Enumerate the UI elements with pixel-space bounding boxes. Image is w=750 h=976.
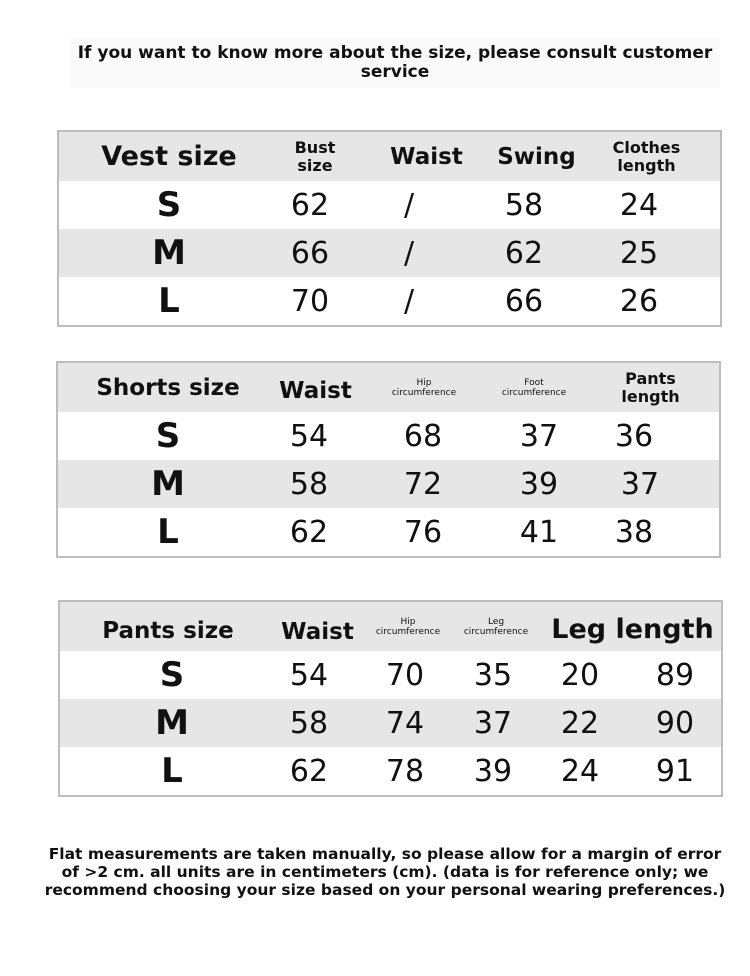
foot-value: 41 xyxy=(519,514,559,550)
size-label: L xyxy=(161,751,183,791)
size-label: L xyxy=(157,512,179,552)
size-label: S xyxy=(159,655,185,695)
clothes-length-value: 24 xyxy=(619,187,659,223)
leg-circumference-value: 39 xyxy=(473,753,513,789)
table-header-row xyxy=(59,132,720,181)
hip-value: 70 xyxy=(385,657,425,693)
hip-value: 76 xyxy=(403,514,443,550)
swing-value: 62 xyxy=(504,235,544,271)
foot-circumference-header: Foot circumference xyxy=(501,377,567,398)
swing-header: Swing xyxy=(497,143,576,170)
table-row xyxy=(60,699,721,747)
leg-length-header: Leg length xyxy=(551,614,714,645)
size-label: M xyxy=(151,464,185,504)
leg-length-value: 91 xyxy=(655,753,695,789)
table-row xyxy=(58,508,719,556)
waist-value: / xyxy=(403,283,415,319)
table-row xyxy=(59,181,720,229)
waist-value: / xyxy=(403,187,415,223)
table-row xyxy=(60,747,721,795)
leg-value: 24 xyxy=(560,753,600,789)
pants-size-header: Pants size xyxy=(102,617,234,644)
leg-value: 22 xyxy=(560,705,600,741)
leg-length-value: 90 xyxy=(655,705,695,741)
size-consult-note: If you want to know more about the size, please consult customer service xyxy=(70,38,720,88)
vest-size-header: Vest size xyxy=(101,141,237,172)
leg-circumference-header: Leg circumference xyxy=(463,616,529,637)
pants-length-header: Pants length xyxy=(621,368,680,406)
leg-length-value: 89 xyxy=(655,657,695,693)
measurement-disclaimer: Flat measurements are taken manually, so please allow for a margin of error of >2 cm. all units are in centimeters (cm). (data is for reference only; we recommend choosing your size based on your personal wearing preferences.) xyxy=(44,845,726,899)
table-header-row xyxy=(60,602,721,651)
leg-circumference-value: 37 xyxy=(473,705,513,741)
vest-size-table xyxy=(57,130,722,327)
hip-value: 72 xyxy=(403,466,443,502)
bust-value: 70 xyxy=(290,283,330,319)
hip-circumference-header: Hip circumference xyxy=(375,616,441,637)
clothes-length-value: 26 xyxy=(619,283,659,319)
clothes-length-value: 25 xyxy=(619,235,659,271)
leg-circumference-value: 35 xyxy=(473,657,513,693)
swing-value: 66 xyxy=(504,283,544,319)
waist-value: 54 xyxy=(289,418,329,454)
shorts-size-header: Shorts size xyxy=(96,374,240,401)
waist-value: / xyxy=(403,235,415,271)
pants-size-table xyxy=(58,600,723,797)
table-row xyxy=(59,277,720,325)
pants-length-value: 37 xyxy=(620,466,660,502)
hip-value: 74 xyxy=(385,705,425,741)
table-row xyxy=(58,460,719,508)
foot-value: 39 xyxy=(519,466,559,502)
waist-value: 58 xyxy=(289,466,329,502)
size-label: M xyxy=(155,703,189,743)
bust-value: 62 xyxy=(290,187,330,223)
clothes-length-header: Clothes length xyxy=(612,137,681,175)
shorts-size-table xyxy=(56,361,721,558)
waist-header: Waist xyxy=(279,377,352,404)
table-header-row xyxy=(58,363,719,412)
leg-value: 20 xyxy=(560,657,600,693)
size-label: L xyxy=(158,281,180,321)
waist-value: 54 xyxy=(289,657,329,693)
hip-value: 78 xyxy=(385,753,425,789)
waist-header: Waist xyxy=(281,618,354,645)
foot-value: 37 xyxy=(519,418,559,454)
table-row xyxy=(59,229,720,277)
size-label: S xyxy=(155,416,181,456)
waist-header: Waist xyxy=(390,143,463,170)
hip-circumference-header: Hip circumference xyxy=(391,377,457,398)
bust-value: 66 xyxy=(290,235,330,271)
table-row xyxy=(58,412,719,460)
bust-size-header: Bust size xyxy=(294,137,336,175)
waist-value: 62 xyxy=(289,753,329,789)
hip-value: 68 xyxy=(403,418,443,454)
size-label: M xyxy=(152,233,186,273)
swing-value: 58 xyxy=(504,187,544,223)
table-row xyxy=(60,651,721,699)
waist-value: 58 xyxy=(289,705,329,741)
pants-length-value: 38 xyxy=(614,514,654,550)
size-label: S xyxy=(156,185,182,225)
pants-length-value: 36 xyxy=(614,418,654,454)
waist-value: 62 xyxy=(289,514,329,550)
